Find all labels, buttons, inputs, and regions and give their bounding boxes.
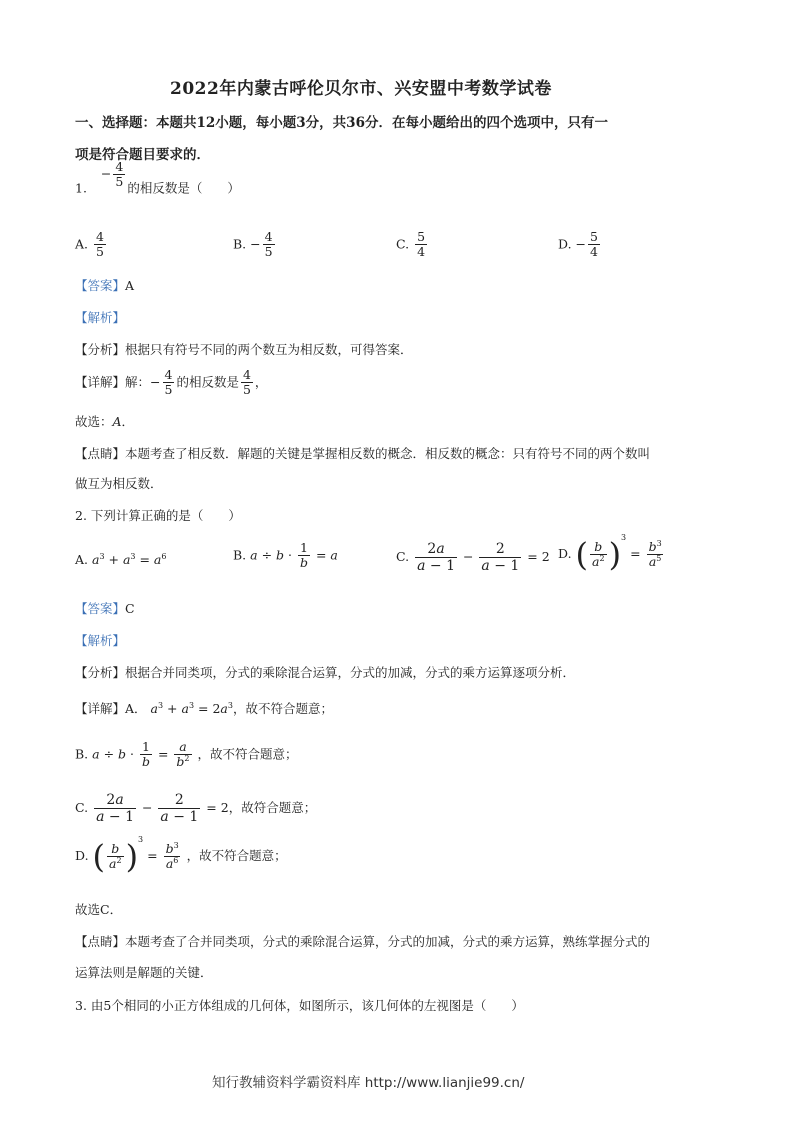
analysis-fenxi: 【分析】根据只有符号不同的两个数互为相反数，可得答案． xyxy=(75,342,413,357)
option-d[interactable]: D. − $\frac{5}{4}$ xyxy=(558,229,598,260)
analysis-tag: 【解析】 xyxy=(75,633,126,648)
page-footer: 知行教辅资料学霸资料库 http://www.lianjie99.cn/ xyxy=(212,1075,525,1091)
fraction: $\frac{4}{5}$ xyxy=(242,367,251,398)
option-b[interactable]: B. a ÷ b · $\frac{1}{b}$ = a xyxy=(233,540,338,571)
fraction: $\frac{4}{5}$ xyxy=(264,229,273,260)
answer-line: 【答案】C xyxy=(75,601,135,616)
detail-d: D. ( $\frac{b}{a^2}$ )$^3$ = $\frac{b^3}{a^6}$ ，故不符合题意； xyxy=(75,835,287,876)
detail-c: C. $\frac{2a}{a - 1}$ − $\frac{2}{a - 1}$ = 2，故符合题意； xyxy=(75,792,317,826)
detail-a: 【详解】A． $a^3 + a^3 = 2a^3$，故不符合题意； xyxy=(75,700,333,716)
option-d[interactable]: D. ( $\frac{b}{a^2}$ )$^3$ = $\frac{b^3}{a^5}$ xyxy=(558,533,662,574)
fraction: $\frac{4}{5}$ xyxy=(96,229,104,260)
choice-line: 故选C． xyxy=(75,902,123,917)
dianjing-line2: 运算法则是解题的关键． xyxy=(75,965,213,980)
detail-b: B. a ÷ b · $\frac{1}{b}$ = $\frac{a}{b^2}$ ，故不符合题意； xyxy=(75,739,298,770)
option-a[interactable]: A. $a^3 + a^3 = a^6$ xyxy=(75,551,167,567)
page-title: 2022年内蒙古呼伦贝尔市、兴安盟中考数学试卷 xyxy=(170,79,552,99)
dianjing-line1: 【点睛】本题考查了合并同类项，分式的乘除混合运算，分式的加减，分式的乘方运算，熟练掌握分式的 xyxy=(75,934,651,949)
fraction: $\frac{5}{4}$ xyxy=(590,229,598,260)
analysis-tag: 【解析】 xyxy=(75,310,126,325)
option-c[interactable]: C. $\frac{2a}{a - 1}$ − $\frac{2}{a - 1}$ = 2 xyxy=(396,541,550,575)
analysis-fenxi: 【分析】根据合并同类项，分式的乘除混合运算，分式的加减，分式的乘方运算逐项分析． xyxy=(75,665,576,680)
dianjing-line1: 【点睛】本题考查了相反数．解题的关键是掌握相反数的概念．相反数的概念：只有符号不同的两个数叫 xyxy=(75,446,651,461)
section-heading-line1: 一、选择题：本题共12小题，每小题3分，共36分．在每小题给出的四个选项中，只有一 xyxy=(75,115,608,131)
option-b[interactable]: B. − $\frac{4}{5}$ xyxy=(233,229,273,260)
analysis-detail: 【详解】解：− $\frac{4}{5}$ 的相反数是 $\frac{4}{5}$ ， xyxy=(75,367,268,398)
fraction: $\frac{4}{5}$ xyxy=(115,159,124,190)
question-1-stem: 1. − $\frac{4}{5}$ 的相反数是（ ） xyxy=(75,159,240,196)
fraction: $\frac{4}{5}$ xyxy=(164,367,173,398)
question-3-stem: 3. 由5个相同的小正方体组成的几何体，如图所示，该几何体的左视图是（ ） xyxy=(75,998,524,1013)
section-heading-line2: 项是符合题目要求的． xyxy=(75,147,210,163)
question-2-stem: 2. 下列计算正确的是（ ） xyxy=(75,508,241,523)
question-number: 1. xyxy=(75,180,87,196)
fraction: $\frac{5}{4}$ xyxy=(417,229,426,260)
option-c[interactable]: C. $\frac{5}{4}$ xyxy=(396,229,426,260)
choice-line: 故选：A． xyxy=(75,414,135,429)
answer-line: 【答案】A xyxy=(75,278,135,293)
dianjing-line2: 做互为相反数． xyxy=(75,476,163,491)
option-a[interactable]: A. $\frac{4}{5}$ xyxy=(75,229,104,260)
